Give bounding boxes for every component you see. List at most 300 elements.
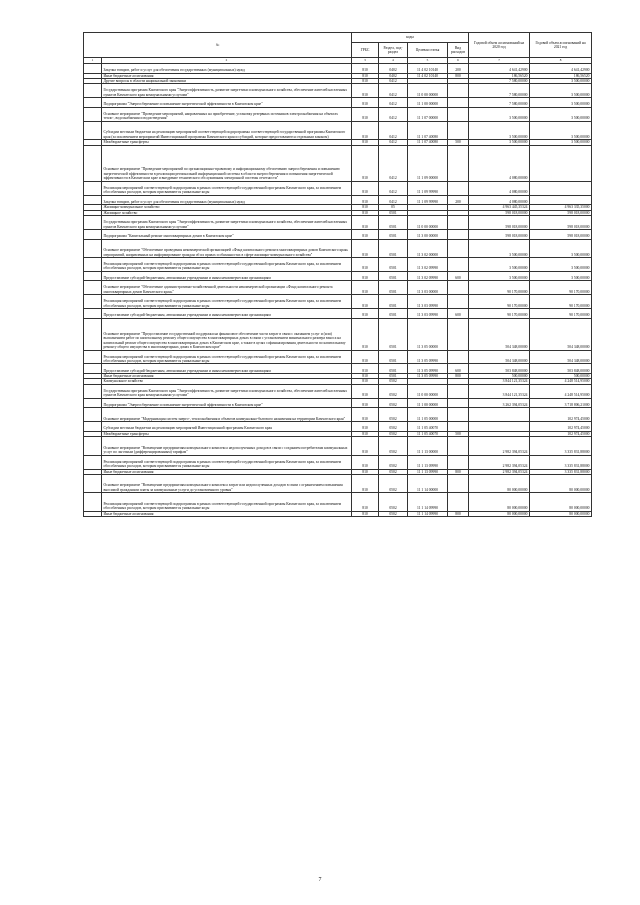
table-row <box>84 398 592 408</box>
row-vid-cell <box>448 281 469 295</box>
row-grbs-cell: 810 <box>352 511 379 516</box>
table-row <box>84 216 592 230</box>
row-number-cell <box>84 257 102 271</box>
row-grbs-cell: 810 <box>352 145 379 181</box>
row-grbs-cell: 810 <box>352 257 379 271</box>
row-amount-2021-cell: 3 500,00000 <box>530 257 592 271</box>
row-name-cell: Жилищно-коммунальное хозяйство <box>102 205 352 210</box>
row-razdel-cell: 0501 <box>379 257 408 271</box>
row-target-cell: 11 1 13 00000 <box>408 437 448 455</box>
row-razdel-cell: 0412 <box>379 98 408 108</box>
row-target-cell: 11 1 00 00000 <box>408 98 448 108</box>
row-number-cell <box>84 364 102 374</box>
row-target-cell: 11 1 14 09990 <box>408 511 448 516</box>
row-grbs-cell: 810 <box>352 350 379 364</box>
row-name-cell: Закупка товаров, работ и услуг для обеспечения государственных (муниципальных) нужд <box>102 195 352 205</box>
row-vid-cell <box>448 455 469 469</box>
row-grbs-cell: 810 <box>352 84 379 98</box>
table-row <box>84 107 592 121</box>
row-amount-2021-cell: 504 348,00000 <box>530 318 592 350</box>
row-vid-cell <box>448 350 469 364</box>
column-number: 6 <box>448 58 469 64</box>
row-amount-2020-cell: 90 170,00000 <box>469 281 530 295</box>
row-name-cell: Основное мероприятие "Возмещение предприятиям коммунального комплекса затрат или недополученных доходов в связи с ограничением повышения вносимой гражданами платы за коммунальные услуги до установленного уровня" <box>102 475 352 493</box>
row-amount-2021-cell: 3 500,00000 <box>530 239 592 257</box>
row-target-cell: 11 4 02 10140 <box>408 73 448 78</box>
row-amount-2021-cell: 80 000,00000 <box>530 511 592 516</box>
row-number-cell <box>84 195 102 205</box>
row-vid-cell <box>448 107 469 121</box>
row-amount-2020-cell: 3 844 121,35324 <box>469 384 530 398</box>
row-razdel-cell: 0501 <box>379 230 408 240</box>
row-vid-cell <box>448 216 469 230</box>
row-amount-2021-cell: 598 018,00000 <box>530 210 592 215</box>
row-vid-cell <box>448 145 469 181</box>
row-grbs-cell: 810 <box>352 239 379 257</box>
row-name-cell: Жилищное хозяйство <box>102 210 352 215</box>
row-grbs-cell: 810 <box>352 140 379 145</box>
row-vid-cell <box>448 181 469 195</box>
row-razdel-cell: 0501 <box>379 210 408 215</box>
row-grbs-cell: 810 <box>352 107 379 121</box>
row-amount-2021-cell: 3 500,00000 <box>530 121 592 139</box>
row-target-cell: 11 1 14 09990 <box>408 493 448 511</box>
table-row <box>84 350 592 364</box>
row-amount-2020-cell: 80 000,00000 <box>469 493 530 511</box>
row-amount-2020-cell: 7 580,00000 <box>469 98 530 108</box>
row-grbs-cell: 810 <box>352 64 379 74</box>
row-amount-2020-cell: 504 348,00000 <box>469 318 530 350</box>
page-number: 7 <box>318 877 322 883</box>
row-amount-2021-cell: 4 248 514,95000 <box>530 379 592 384</box>
row-name-cell: Государственная программа Камчатского края "Энергоэффективность, развитие энергетики и коммунального хозяйства, обеспечение жителей населенных пунктов Камчатского края коммунальными услугами" <box>102 84 352 98</box>
row-grbs-cell: 810 <box>352 493 379 511</box>
header-number: № <box>84 33 352 58</box>
row-amount-2020-cell: 3 500,00000 <box>469 140 530 145</box>
row-name-cell: Иные бюджетные ассигнования <box>102 373 352 378</box>
row-amount-2021-cell: 3 718 806,21000 <box>530 398 592 408</box>
row-grbs-cell: 810 <box>352 408 379 422</box>
row-razdel-cell: 0501 <box>379 216 408 230</box>
table-row <box>84 475 592 493</box>
row-number-cell <box>84 216 102 230</box>
row-amount-2021-cell <box>530 145 592 181</box>
header-target: Целевая статья <box>408 43 448 58</box>
row-grbs-cell: 810 <box>352 210 379 215</box>
row-name-cell: Основное мероприятие "Обеспечение проведения некоммерческой организацией «Фонд капитального ремонта многоквартирных домов Камчатского края» мероприятий, направленных на информирование граждан об их правах и обязанностях в сфере жилищно-коммунального хозяйства" <box>102 239 352 257</box>
row-vid-cell: 800 <box>448 73 469 78</box>
row-vid-cell: 600 <box>448 271 469 281</box>
row-vid-cell: 200 <box>448 64 469 74</box>
row-name-cell: Реализация мероприятий соответствующей подпрограммы в рамках соответствующей государственной программы Камчатского края, за исключением обособленных расходов, которым присваиваются уникальные коды <box>102 350 352 364</box>
row-razdel-cell: 0501 <box>379 309 408 319</box>
row-amount-2020-cell: 3 844 121,35324 <box>469 379 530 384</box>
row-razdel-cell: 0502 <box>379 398 408 408</box>
column-number: 4 <box>379 58 408 64</box>
row-number-cell <box>84 384 102 398</box>
row-number-cell <box>84 230 102 240</box>
row-number-cell <box>84 271 102 281</box>
row-vid-cell <box>448 408 469 422</box>
row-target-cell: 11 3 02 09990 <box>408 257 448 271</box>
row-name-cell: Другие вопросы в области национальной экономики <box>102 78 352 83</box>
row-name-cell: Основное мероприятие "Обеспечение административно-хозяйственной деятельности некоммерческой организации «Фонд капитального ремонта многоквартирных домов Камчатского края»" <box>102 281 352 295</box>
table-row <box>84 195 592 205</box>
row-name-cell: Предоставление субсидий бюджетным, автономным учреждениям и иным некоммерческим организациям <box>102 309 352 319</box>
row-vid-cell <box>448 437 469 455</box>
row-target-cell: 11 3 00 00000 <box>408 230 448 240</box>
row-grbs-cell: 810 <box>352 384 379 398</box>
row-name-cell: Межбюджетные трансферты <box>102 431 352 436</box>
row-razdel-cell: 0502 <box>379 437 408 455</box>
row-razdel-cell: 0502 <box>379 384 408 398</box>
column-number: 8 <box>530 58 592 64</box>
row-razdel-cell: 0402 <box>379 64 408 74</box>
row-amount-2020-cell: 90 170,00000 <box>469 295 530 309</box>
row-razdel-cell: 0412 <box>379 84 408 98</box>
row-amount-2020-cell: 7 580,00000 <box>469 84 530 98</box>
row-target-cell: 11 3 05 09990 <box>408 350 448 364</box>
row-number-cell <box>84 121 102 139</box>
row-vid-cell: 500 <box>448 431 469 436</box>
table-row <box>84 281 592 295</box>
row-razdel-cell: 05 <box>379 205 408 210</box>
row-target-cell: 11 1 05 00000 <box>408 408 448 422</box>
row-number-cell <box>84 64 102 74</box>
row-amount-2020-cell: 80 000,00000 <box>469 475 530 493</box>
row-amount-2020-cell: 3 500,00000 <box>469 239 530 257</box>
table-row <box>84 493 592 511</box>
row-amount-2020-cell: 7 580,00000 <box>469 78 530 83</box>
table-row <box>84 511 592 516</box>
row-name-cell: Государственная программа Камчатского края "Энергоэффективность, развитие энергетики и коммунального хозяйства, обеспечение жителей населенных пунктов Камчатского края коммунальными услугами" <box>102 216 352 230</box>
row-name-cell: Основное мероприятие "Проведение мероприятий по организационно-правовому и информационному обеспечению энергосбережения и повышению энергетической эффективности в реализации региональной информационной системы в области энергосбережения и повышения энергетической эффективности в Камчатском крае и внедрение технического обслуживания электронной системы отчетности" <box>102 145 352 181</box>
row-target-cell: 11 1 05 40070 <box>408 431 448 436</box>
row-number-cell <box>84 437 102 455</box>
row-target-cell: 11 3 03 00000 <box>408 281 448 295</box>
table-row <box>84 257 592 271</box>
table-row <box>84 64 592 74</box>
table-row <box>84 98 592 108</box>
row-amount-2021-cell: 3 500,00000 <box>530 271 592 281</box>
header-amount-2021: Годовой объем ассигнований на 2021 год <box>530 33 592 58</box>
row-razdel-cell: 0502 <box>379 455 408 469</box>
table-row <box>84 239 592 257</box>
row-grbs-cell: 810 <box>352 281 379 295</box>
row-number-cell <box>84 84 102 98</box>
row-amount-2020-cell: 90 170,00000 <box>469 309 530 319</box>
row-grbs-cell: 810 <box>352 422 379 432</box>
row-vid-cell: 500 <box>448 140 469 145</box>
row-target-cell: 11 3 02 09990 <box>408 271 448 281</box>
row-name-cell: Межбюджетные трансферты <box>102 140 352 145</box>
table-row <box>84 84 592 98</box>
header-grbs: ГРБС <box>352 43 379 58</box>
row-amount-2020-cell: 598 018,00000 <box>469 210 530 215</box>
row-grbs-cell: 810 <box>352 475 379 493</box>
row-vid-cell <box>448 422 469 432</box>
row-number-cell <box>84 398 102 408</box>
header-amount-2020: Годовой объем ассигнований на 2020 год <box>469 33 530 58</box>
row-amount-2021-cell: 3 500,00000 <box>530 84 592 98</box>
row-name-cell: Предоставление субсидий бюджетным, автономным учреждениям и иным некоммерческим организациям <box>102 271 352 281</box>
table-row <box>84 271 592 281</box>
row-name-cell: Реализация мероприятий соответствующей подпрограммы в рамках соответствующей государственной программы Камчатского края, за исключением обособленных расходов, которым присваиваются уникальные коды <box>102 257 352 271</box>
row-razdel-cell: 0412 <box>379 78 408 83</box>
header-razdel: Раздел, под-раздел <box>379 43 408 58</box>
row-target-cell: 11 4 02 10140 <box>408 64 448 74</box>
row-name-cell: Иные бюджетные ассигнования <box>102 73 352 78</box>
row-amount-2021-cell: 4 963 335,35000 <box>530 205 592 210</box>
row-name-cell: Подпрограмма "Капитальный ремонт многоквартирных домов в Камчатском крае" <box>102 230 352 240</box>
row-name-cell: Подпрограмма "Энергосбережение и повышение энергетической эффективности в Камчатском крае" <box>102 398 352 408</box>
row-target-cell: 11 1 07 00000 <box>408 107 448 121</box>
row-amount-2021-cell: 90 170,00000 <box>530 281 592 295</box>
row-grbs-cell: 810 <box>352 379 379 384</box>
row-target-cell: 11 1 13 09990 <box>408 469 448 474</box>
row-number-cell <box>84 107 102 121</box>
row-grbs-cell: 810 <box>352 455 379 469</box>
budget-table <box>83 32 592 517</box>
row-target-cell: 11 3 03 09990 <box>408 295 448 309</box>
table-row <box>84 145 592 181</box>
row-razdel-cell: 0412 <box>379 107 408 121</box>
row-razdel-cell: 0412 <box>379 195 408 205</box>
row-vid-cell <box>448 295 469 309</box>
row-grbs-cell: 810 <box>352 318 379 350</box>
table-row <box>84 364 592 374</box>
table-row <box>84 121 592 139</box>
row-target-cell: 11 1 07 40080 <box>408 121 448 139</box>
row-razdel-cell: 0501 <box>379 364 408 374</box>
row-name-cell: Субсидии местным бюджетам на реализацию мероприятий Инвестиционной программы Камчатского края <box>102 422 352 432</box>
row-grbs-cell: 810 <box>352 373 379 378</box>
row-grbs-cell: 810 <box>352 364 379 374</box>
row-vid-cell: 800 <box>448 511 469 516</box>
row-vid-cell <box>448 318 469 350</box>
row-name-cell: Основное мероприятие "Проведение мероприятий, направленных на приобретение, установку резервных источников электроснабжения на объектах тепло-, водоснабжения и водоотведения" <box>102 107 352 121</box>
table-row <box>84 437 592 455</box>
row-number-cell <box>84 511 102 516</box>
row-razdel-cell: 0502 <box>379 422 408 432</box>
row-amount-2020-cell: 2 982 394,05324 <box>469 469 530 474</box>
row-vid-cell: 600 <box>448 309 469 319</box>
row-grbs-cell: 810 <box>352 398 379 408</box>
table-row <box>84 422 592 432</box>
row-amount-2021-cell: 186,56520 <box>530 73 592 78</box>
row-target-cell: 11 3 05 09990 <box>408 373 448 378</box>
row-amount-2021-cell: 3 500,00000 <box>530 98 592 108</box>
row-vid-cell: 200 <box>448 195 469 205</box>
row-amount-2020-cell: 3 500,00000 <box>469 121 530 139</box>
row-amount-2021-cell: 598 018,00000 <box>530 230 592 240</box>
row-amount-2020-cell: 4 641,42900 <box>469 64 530 74</box>
row-razdel-cell: 0501 <box>379 281 408 295</box>
row-razdel-cell: 0501 <box>379 350 408 364</box>
row-amount-2021-cell: 3 500,00000 <box>530 140 592 145</box>
row-amount-2021-cell <box>530 195 592 205</box>
row-target-cell: 11 3 03 09990 <box>408 309 448 319</box>
row-amount-2021-cell: 3 335 831,88000 <box>530 437 592 455</box>
row-number-cell <box>84 281 102 295</box>
row-target-cell: 11 0 00 00000 <box>408 216 448 230</box>
row-target-cell: 11 3 05 09990 <box>408 364 448 374</box>
row-name-cell: Основное мероприятие "Предоставление государственной поддержки на финансовое обеспечение части затрат в связи с оказанием услуг и (или) выполнением работ по капитальному ремонту общего имущества в многоквартирных домах в связи с установлением минимального размера взноса на капитальный ремонт общего имущества в многоквартирных домах в Камчатском крае, а также в целях софинансирования деятельности по капитальному ремонту общего имущества в многоквартирных домах в Камчатском крае" <box>102 318 352 350</box>
row-name-cell: Закупка товаров, работ и услуг для обеспечения государственных (муниципальных) нужд <box>102 64 352 74</box>
row-amount-2021-cell: 102 974,45000 <box>530 408 592 422</box>
row-amount-2021-cell: 80 000,00000 <box>530 493 592 511</box>
row-amount-2021-cell: 503 848,00000 <box>530 364 592 374</box>
row-amount-2021-cell: 3 500,00000 <box>530 78 592 83</box>
row-vid-cell <box>448 98 469 108</box>
row-vid-cell <box>448 121 469 139</box>
row-amount-2021-cell <box>530 181 592 195</box>
row-vid-cell <box>448 230 469 240</box>
row-number-cell <box>84 408 102 422</box>
row-amount-2020-cell: 4 080,00000 <box>469 181 530 195</box>
row-razdel-cell: 0502 <box>379 379 408 384</box>
row-grbs-cell: 810 <box>352 431 379 436</box>
row-amount-2020-cell: 4 080,00000 <box>469 145 530 181</box>
row-grbs-cell: 810 <box>352 230 379 240</box>
row-razdel-cell: 0502 <box>379 408 408 422</box>
row-number-cell <box>84 239 102 257</box>
table-row <box>84 181 592 195</box>
row-target-cell: 11 0 00 00000 <box>408 384 448 398</box>
row-razdel-cell: 0502 <box>379 469 408 474</box>
row-number-cell <box>84 318 102 350</box>
row-amount-2020-cell: 500,00000 <box>469 373 530 378</box>
row-name-cell: Подпрограмма "Энергосбережение и повышение энергетической эффективности в Камчатском крае" <box>102 98 352 108</box>
table-row <box>84 318 592 350</box>
row-vid-cell <box>448 257 469 271</box>
row-target-cell: 11 1 09 99990 <box>408 195 448 205</box>
row-number-cell <box>84 422 102 432</box>
row-amount-2020-cell: 186,56520 <box>469 73 530 78</box>
row-amount-2020-cell: 598 018,00000 <box>469 230 530 240</box>
row-razdel-cell: 0502 <box>379 493 408 511</box>
row-amount-2020-cell: 3 262 394,05324 <box>469 398 530 408</box>
row-amount-2020-cell: 3 500,00000 <box>469 257 530 271</box>
row-number-cell <box>84 181 102 195</box>
row-name-cell: Реализация мероприятий соответствующей подпрограммы в рамках соответствующей государственной программы Камчатского края, за исключением обособленных расходов, которым присваиваются уникальные коды <box>102 295 352 309</box>
row-razdel-cell: 0412 <box>379 140 408 145</box>
row-name-cell: Основное мероприятие "Возмещение предприятиям коммунального комплекса недополученных доходов в связи с созданием потребителям коммунальных услуг по льготным (дифференцированным) тарифам" <box>102 437 352 455</box>
column-number: 2 <box>102 58 352 64</box>
row-number-cell <box>84 493 102 511</box>
row-amount-2020-cell: 2 982 394,05324 <box>469 437 530 455</box>
row-amount-2021-cell: 4 248 514,95000 <box>530 384 592 398</box>
row-razdel-cell: 0501 <box>379 295 408 309</box>
row-name-cell: Реализация мероприятий соответствующей подпрограммы в рамках соответствующей государственной программы Камчатского края, за исключением обособленных расходов, которым присваиваются уникальные коды <box>102 181 352 195</box>
row-amount-2021-cell: 102 974,45000 <box>530 422 592 432</box>
row-amount-2020-cell: 3 500,00000 <box>469 107 530 121</box>
table-row <box>84 455 592 469</box>
column-number: 3 <box>352 58 379 64</box>
row-razdel-cell: 0501 <box>379 271 408 281</box>
row-vid-cell <box>448 493 469 511</box>
row-vid-cell <box>448 384 469 398</box>
row-razdel-cell: 0502 <box>379 511 408 516</box>
row-grbs-cell: 810 <box>352 216 379 230</box>
row-target-cell: 11 1 07 40080 <box>408 140 448 145</box>
row-name-cell: Субсидии местным бюджетам на реализацию мероприятий соответствующей подпрограммы соответствующей государственной программы Камчатского края (за исключением мероприятий Инвестиционной программы Камчатского края и субсидий, которые предоставляются отдельным законом) <box>102 121 352 139</box>
row-razdel-cell: 0402 <box>379 73 408 78</box>
row-number-cell <box>84 475 102 493</box>
row-name-cell: Реализация мероприятий соответствующей подпрограммы в рамках соответствующей государственной программы Камчатского края, за исключением обособленных расходов, которым присваиваются уникальные коды <box>102 493 352 511</box>
row-amount-2021-cell: 598 018,00000 <box>530 216 592 230</box>
column-number: 5 <box>408 58 448 64</box>
row-grbs-cell: 810 <box>352 73 379 78</box>
row-amount-2020-cell: 504 348,00000 <box>469 350 530 364</box>
row-amount-2021-cell: 3 500,00000 <box>530 107 592 121</box>
row-name-cell: Иные бюджетные ассигнования <box>102 469 352 474</box>
row-number-cell <box>84 145 102 181</box>
row-amount-2021-cell: 3 335 831,88000 <box>530 469 592 474</box>
row-grbs-cell: 810 <box>352 78 379 83</box>
row-number-cell <box>84 350 102 364</box>
row-name-cell: Коммунальное хозяйство <box>102 379 352 384</box>
row-target-cell: 11 1 00 00000 <box>408 398 448 408</box>
row-amount-2020-cell: 503 848,00000 <box>469 364 530 374</box>
header-codes: коды <box>352 33 469 43</box>
row-grbs-cell: 810 <box>352 469 379 474</box>
row-vid-cell <box>448 475 469 493</box>
row-target-cell: 11 1 09 00000 <box>408 145 448 181</box>
row-target-cell: 11 1 09 99990 <box>408 181 448 195</box>
row-vid-cell <box>448 239 469 257</box>
row-amount-2021-cell: 3 335 831,88000 <box>530 455 592 469</box>
row-number-cell <box>84 455 102 469</box>
row-grbs-cell: 810 <box>352 205 379 210</box>
row-target-cell: 11 0 00 00000 <box>408 84 448 98</box>
table-row <box>84 230 592 240</box>
column-number: 7 <box>469 58 530 64</box>
row-number-cell <box>84 309 102 319</box>
table-row <box>84 384 592 398</box>
row-grbs-cell: 810 <box>352 271 379 281</box>
row-amount-2020-cell <box>469 422 530 432</box>
row-amount-2020-cell <box>469 408 530 422</box>
row-grbs-cell: 810 <box>352 309 379 319</box>
row-vid-cell <box>448 398 469 408</box>
row-target-cell: 11 1 14 00000 <box>408 475 448 493</box>
table-row <box>84 309 592 319</box>
table-body <box>84 64 592 517</box>
row-name-cell: Основное мероприятие "Модернизация систем энерго-, теплоснабжения и объектов коммунально-бытового назначения на территории Камчатского края" <box>102 408 352 422</box>
row-grbs-cell: 810 <box>352 181 379 195</box>
row-razdel-cell: 0412 <box>379 181 408 195</box>
row-name-cell: Предоставление субсидий бюджетным, автономным учреждениям и иным некоммерческим организациям <box>102 364 352 374</box>
row-vid-cell: 800 <box>448 469 469 474</box>
row-razdel-cell: 0412 <box>379 121 408 139</box>
row-grbs-cell: 810 <box>352 195 379 205</box>
table-row <box>84 408 592 422</box>
row-target-cell: 11 3 05 00000 <box>408 318 448 350</box>
row-vid-cell <box>448 84 469 98</box>
row-target-cell: 11 3 02 00000 <box>408 239 448 257</box>
row-amount-2020-cell: 4 080,00000 <box>469 195 530 205</box>
row-number-cell <box>84 98 102 108</box>
row-amount-2020-cell: 2 982 394,05324 <box>469 455 530 469</box>
row-grbs-cell: 810 <box>352 437 379 455</box>
row-vid-cell: 600 <box>448 364 469 374</box>
row-razdel-cell: 0502 <box>379 475 408 493</box>
row-razdel-cell: 0501 <box>379 373 408 378</box>
row-amount-2021-cell: 500,00000 <box>530 373 592 378</box>
row-number-cell <box>84 295 102 309</box>
row-amount-2020-cell: 3 500,00000 <box>469 271 530 281</box>
